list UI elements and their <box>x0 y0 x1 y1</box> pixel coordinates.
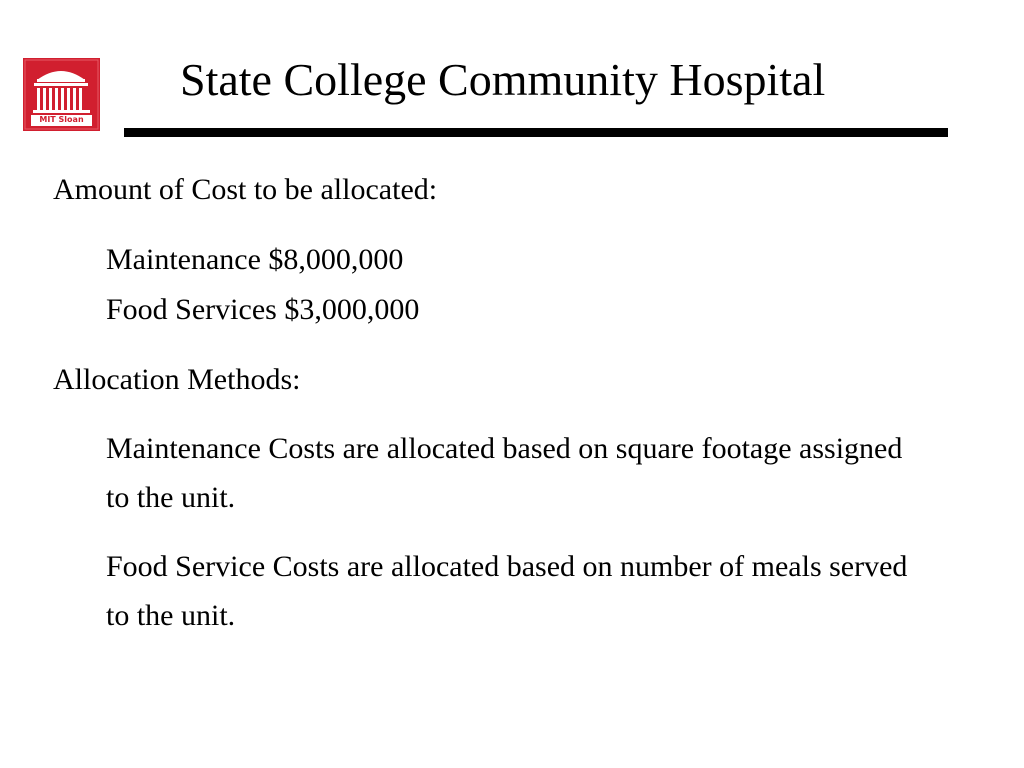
method-maintenance-line2: to the unit. <box>106 481 236 514</box>
cost-item-food-services: Food Services $3,000,000 <box>106 293 420 326</box>
method-food-service-line2: to the unit. <box>106 599 236 632</box>
cost-heading: Amount of Cost to be allocated: <box>53 173 438 206</box>
method-food-service-line1: Food Service Costs are allocated based on number of meals served <box>106 550 908 583</box>
methods-heading: Allocation Methods: <box>53 363 301 396</box>
method-maintenance-line1: Maintenance Costs are allocated based on square footage assigned <box>106 432 903 465</box>
title-underline <box>124 128 948 137</box>
slide-title: State College Community Hospital <box>180 54 826 105</box>
cost-item-maintenance: Maintenance $8,000,000 <box>106 243 404 276</box>
logo-wordmark: MIT Sloan <box>39 115 84 124</box>
